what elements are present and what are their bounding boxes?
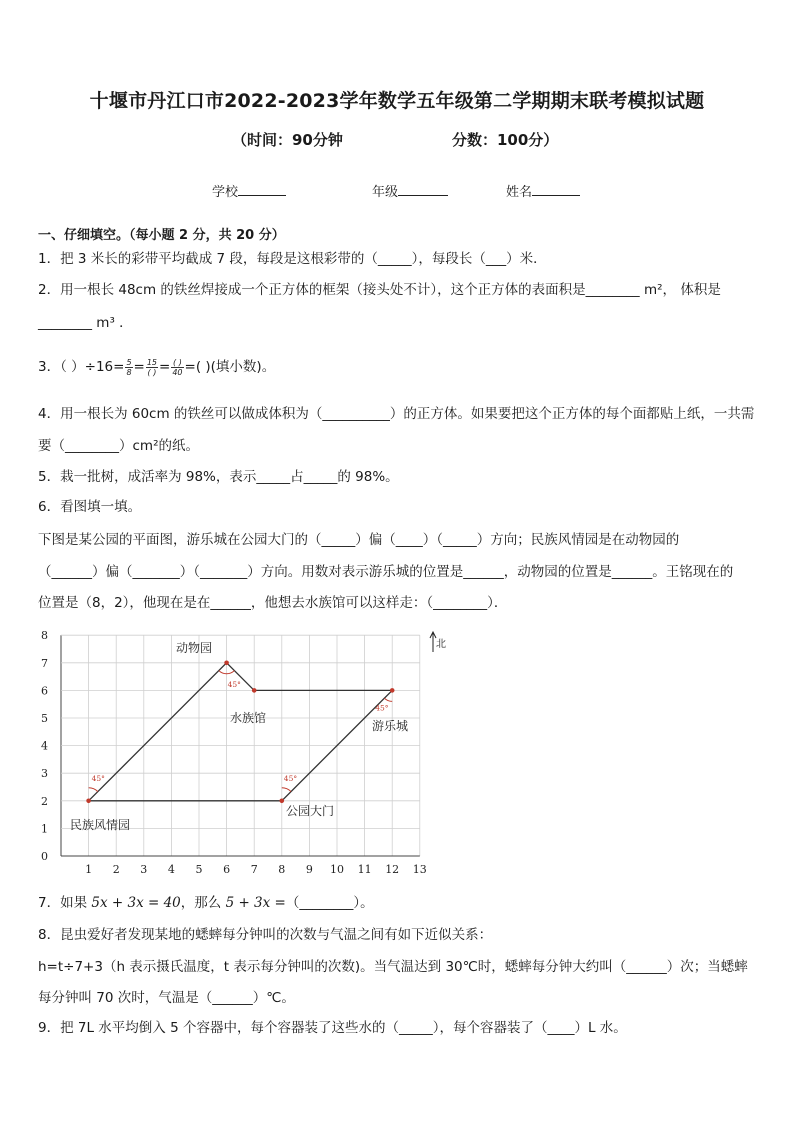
place-amusement: 游乐城 [372, 719, 409, 733]
question-8-line1: 8．昆虫爱好者发现某地的蟋蟀每分钟叫的次数与气温之间有如下近似关系： [38, 927, 493, 943]
question-9: 9．把 7L 水平均倒入 5 个容器中，每个容器装了这些水的（_____），每个容器装了（____）L 水。 [38, 1020, 627, 1036]
exam-score: 分数：100分） [452, 131, 559, 149]
q3-f1-denominator: 8 [126, 367, 132, 377]
angle-arc-folk [89, 788, 98, 792]
question-4-line1: 4．用一根长为 60cm 的铁丝可以做成体积为（__________）的正方体。如果要把这个正方体的每个面都贴上纸，一共需 [38, 406, 755, 422]
name-field [506, 181, 580, 200]
q3-prefix: 3．（ ）÷16= [38, 359, 125, 375]
point-aquarium [252, 688, 257, 693]
x-tick-label: 7 [250, 863, 258, 876]
angle-label-amusement: 45° [375, 703, 389, 713]
map-labels [41, 629, 446, 876]
q3-fraction-2 [146, 358, 158, 377]
y-tick-label: 7 [41, 656, 48, 670]
school-field [212, 181, 286, 200]
x-tick-label: 12 [385, 863, 400, 876]
x-tick-label: 10 [330, 863, 344, 876]
angle-label-folk: 45° [91, 773, 105, 783]
x-tick-label: 6 [223, 863, 231, 876]
point-amusement [390, 688, 395, 693]
x-tick-label: 1 [85, 863, 93, 876]
park-map [0, 620, 794, 880]
grade-label: 年级 [372, 185, 399, 200]
question-7 [38, 893, 374, 913]
name-label: 姓名 [506, 185, 533, 200]
y-tick-label: 0 [41, 850, 48, 863]
x-tick-label: 5 [195, 863, 203, 876]
angle-arc-gate [282, 788, 291, 792]
point-gate [280, 799, 285, 804]
q3-f1-numerator: 5 [126, 357, 132, 367]
page-title: 十堰市丹江口市2022-2023学年数学五年级第二学期期末联考模拟试题 [89, 90, 705, 112]
angle-label-gate: 45° [283, 773, 298, 783]
question-4-line2: 要（________）cm²的纸。 [38, 438, 199, 454]
q3-f3-denominator: 40 [172, 367, 183, 377]
y-tick-label: 2 [41, 794, 48, 808]
y-tick-label: 4 [41, 739, 48, 753]
q3-suffix: =( )(填小数)。 [184, 359, 276, 375]
place-aquarium: 水族馆 [230, 711, 267, 725]
question-2-line2: ________ m³ ． [38, 315, 133, 331]
x-tick-label: 11 [357, 863, 372, 876]
q7-prefix: 7．如果 [38, 895, 92, 911]
y-tick-label: 5 [41, 712, 48, 725]
place-folk: 民族风情园 [70, 818, 131, 832]
question-3: 3．（ ）÷16= $\frac{5}{8}$ = $\frac{15}{( )}$ = $\frac{( )}{40}$ =( )(填小数)。 [38, 357, 276, 377]
q3-fraction-3 [171, 358, 183, 377]
y-tick-label: 3 [41, 767, 48, 781]
exam-time: （时间：90分钟 [232, 131, 343, 149]
section-heading: 一、仔细填空。（每小题 2 分，共 20 分） [38, 228, 285, 243]
q3-f2-denominator: ( ) [147, 367, 157, 377]
north-label: 北 [436, 639, 446, 650]
school-blank [238, 181, 286, 196]
point-folk [86, 799, 91, 804]
question-5: 5．栽一批树，成活率为 98%，表示_____占_____的 98%。 [38, 469, 399, 485]
q3-f2-numerator: 15 [146, 357, 158, 367]
y-tick-label: 1 [41, 822, 48, 836]
x-tick-label: 13 [412, 863, 427, 876]
school-label: 学校 [212, 185, 239, 200]
q7-mid: ，那么 [180, 895, 226, 911]
name-blank [532, 181, 580, 196]
grade-blank [398, 181, 448, 196]
place-zoo: 动物园 [176, 641, 213, 655]
x-tick-label: 9 [305, 863, 313, 876]
x-tick-label: 8 [278, 863, 286, 876]
angle-arc-amusement [384, 698, 392, 701]
question-6: 6．看图填一填。 [38, 499, 142, 515]
angle-label-zoo: 45° [227, 679, 241, 689]
question-8-line3: 每分钟叫 70 次时，气温是（______）℃。 [38, 990, 295, 1006]
q7-equation-2: 5 + 3x = [225, 895, 286, 911]
question-2-line1: 2．用一根长 48cm 的铁丝焊接成一个正方体的框架（接头处不计），这个正方体的表面积是________ m²， 体积是 [38, 282, 721, 298]
place-gate: 公园大门 [286, 804, 335, 818]
q7-suffix: （________）。 [285, 895, 374, 911]
grade-field [372, 181, 448, 200]
y-tick-label: 6 [41, 684, 48, 698]
y-tick-label: 8 [41, 629, 48, 643]
question-6-line3: 位置是（8，2），他现在是在______，他想去水族馆可以这样走：（________）． [38, 595, 508, 611]
question-6-line2: （______）偏（_______）（_______）方向。用数对表示游乐城的位置是______，动物园的位置是______。王铭现在的 [38, 564, 734, 580]
point-zoo [224, 661, 229, 666]
q3-fraction-1 [125, 358, 132, 377]
x-tick-label: 2 [112, 863, 120, 876]
q3-f3-numerator: ( ) [173, 357, 182, 367]
x-tick-label: 3 [140, 863, 148, 876]
q7-equation-1: 5x + 3x = 40 [91, 895, 181, 911]
x-tick-label: 4 [167, 863, 175, 876]
question-6-line1: 下图是某公园的平面图，游乐城在公园大门的（_____）偏（____）（_____）方向；民族风情园是在动物园的 [38, 532, 680, 548]
question-8-line2: h=t÷7+3（h 表示摄氏温度，t 表示每分钟叫的次数)。当气温达到 30℃时，蟋蟀每分钟大约叫（______）次；当蟋蟀 [38, 959, 748, 975]
question-1: 1．把 3 米长的彩带平均截成 7 段，每段是这根彩带的（_____），每段长（___）米． [38, 251, 547, 267]
